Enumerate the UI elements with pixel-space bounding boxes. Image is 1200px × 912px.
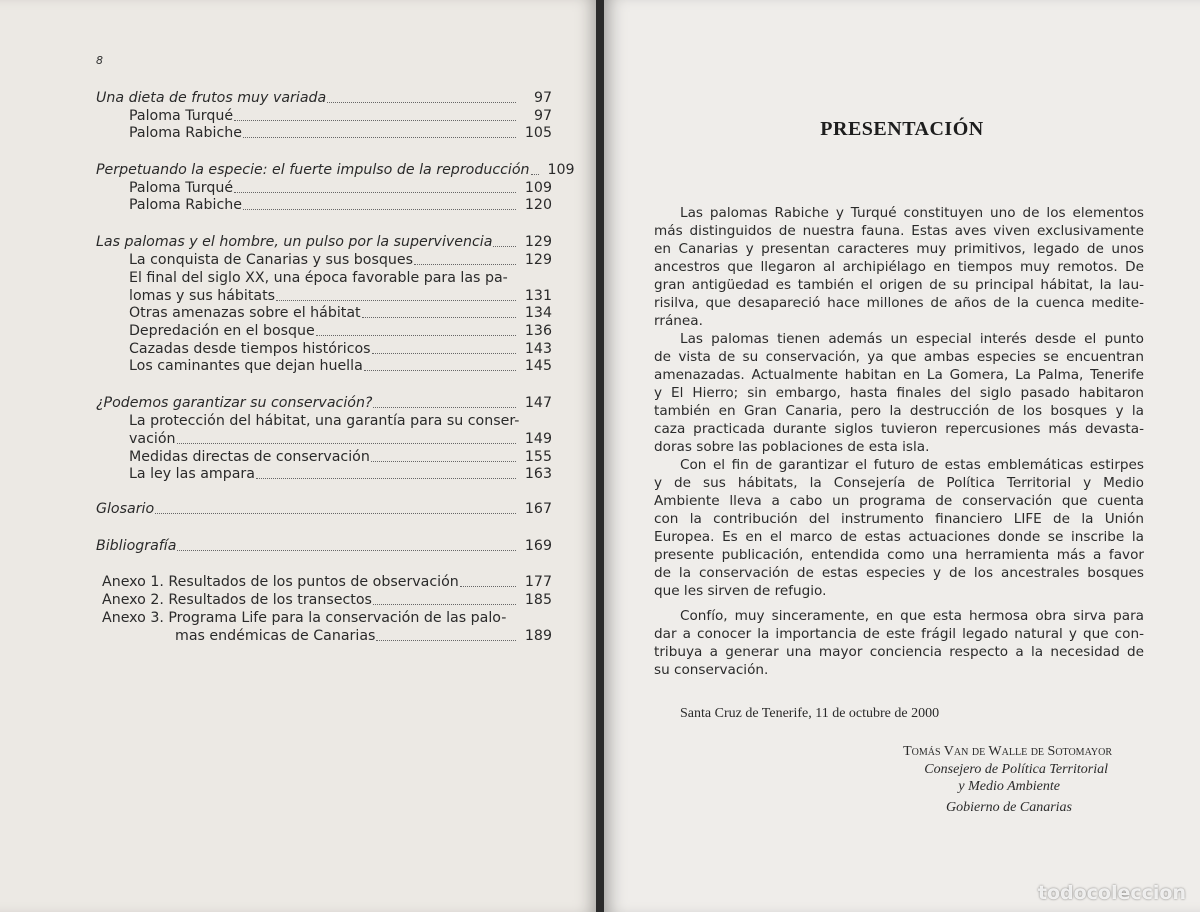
paragraph-line: más distinguidos de nuestra fauna. Estas aves viven exclusivamente: [654, 223, 1144, 239]
book-gutter: [596, 0, 604, 912]
toc-entry: [96, 573, 552, 592]
paragraph-line: en Canarias y presentan caracteres muy primitivos, legado de unos: [654, 241, 1144, 257]
toc-entry-title: ¿Podemos garantizar su conservación?: [96, 395, 373, 411]
paragraph-line: rránea.: [654, 313, 703, 329]
toc-entry-title: Medidas directas de conservación: [129, 449, 370, 465]
toc-page-number: 134: [524, 305, 552, 321]
paragraph: [654, 204, 1144, 330]
toc-page-number: 147: [524, 395, 552, 411]
paragraph-line: tribuya a generar una mayor conciencia respecto a la necesidad de: [654, 644, 1144, 660]
toc-entry-title: Anexo 1. Resultados de los puntos de observación: [102, 574, 459, 590]
paragraph-line: Las palomas tienen además un especial interés desde el punto: [680, 331, 1144, 347]
toc-entry-title: El final del siglo XX, una época favorable para las pa-: [129, 270, 508, 286]
dot-leader: [276, 299, 516, 301]
toc-entry-title: Cazadas desde tiempos históricos: [129, 341, 371, 357]
toc-entry-title: Paloma Turqué: [129, 108, 234, 124]
toc-entry-title: lomas y sus hábitats: [129, 288, 276, 304]
signature-role: Consejero de Política Territorial: [924, 762, 1108, 777]
paragraph-line: con la contribución del instrumento financiero LIFE de la Unión: [654, 511, 1144, 527]
toc-entry: [96, 591, 552, 610]
toc-entry: [96, 500, 552, 519]
toc-entry: [96, 322, 552, 341]
paragraph-line: dar a conocer la importancia de este frágil legado natural y que con-: [654, 626, 1144, 642]
toc-page-number: 169: [524, 538, 552, 554]
dot-leader: [316, 334, 516, 336]
toc-entry: [96, 161, 575, 180]
dot-leader: [414, 263, 516, 265]
left-page: [0, 0, 596, 912]
paragraph-line: Las palomas Rabiche y Turqué constituyen uno de los elementos: [680, 205, 1144, 221]
paragraph-line: gran antigüedad es también el origen de su principal hábitat, la lau-: [654, 277, 1144, 293]
paragraph-line: ancestros que llegaron al archipiélago en tiempos muy remotos. De: [654, 259, 1144, 275]
signature-name: Tomás Van de Walle de Sotomayor: [903, 744, 1112, 759]
signature-organization: Gobierno de Canarias: [946, 800, 1072, 815]
toc-entry-title: Perpetuando la especie: el fuerte impulso de la reproducción: [96, 162, 530, 178]
toc-page-number: 189: [524, 628, 552, 644]
toc-entry-title: vación: [129, 431, 176, 447]
toc-entry: [96, 394, 552, 413]
dot-leader: [373, 406, 516, 408]
place-date: Santa Cruz de Tenerife, 11 de octubre de 2000: [680, 706, 940, 721]
paragraph-line: Confío, muy sinceramente, en que esta hermosa obra sirva para: [680, 608, 1144, 624]
paragraph-line: que les sirven de refugio.: [654, 583, 827, 599]
toc-entry-title: Una dieta de frutos muy variada: [96, 90, 327, 106]
toc-page-number: 185: [524, 592, 552, 608]
dot-leader: [493, 245, 516, 247]
toc-entry-title: Anexo 2. Resultados de los transectos: [102, 592, 372, 608]
toc-entry: [96, 251, 552, 270]
toc-entry: [96, 627, 552, 646]
paragraph: [654, 330, 1144, 456]
dot-leader: [376, 639, 516, 641]
toc-entry: [96, 430, 552, 449]
toc-page-number: 149: [524, 431, 552, 447]
dot-leader: [373, 603, 516, 605]
toc-entry-title: Paloma Rabiche: [129, 125, 242, 141]
dot-leader: [234, 119, 516, 121]
dot-leader: [155, 512, 516, 514]
toc-page-number: 109: [547, 162, 575, 178]
dot-leader: [234, 191, 516, 193]
toc-entry-title: Los caminantes que dejan huella: [129, 358, 363, 374]
toc-entry-title: Bibliografía: [96, 538, 177, 554]
toc-page-number: 177: [524, 574, 552, 590]
toc-entry: [96, 233, 552, 252]
toc-entry-title: Las palomas y el hombre, un pulso por la supervivencia: [96, 234, 493, 250]
toc-entry-title: La protección del hábitat, una garantía para su conser-: [129, 413, 520, 429]
toc-page-number: 105: [524, 125, 552, 141]
dot-leader: [371, 460, 516, 462]
paragraph-line: doras sobre las poblaciones de esta isla.: [654, 439, 930, 455]
toc-page-number: 136: [524, 323, 552, 339]
signature-role-continued: y Medio Ambiente: [958, 779, 1060, 794]
paragraph-line: también en Gran Canaria, pero la destrucción de los bosques y la: [654, 403, 1144, 419]
paragraph: [654, 456, 1144, 600]
toc-page-number: 167: [524, 501, 552, 517]
toc-page-number: 129: [524, 234, 552, 250]
toc-entry: [96, 609, 552, 628]
toc-entry: [96, 196, 552, 215]
toc-entry-title: Paloma Turqué: [129, 180, 234, 196]
toc-entry: [96, 89, 552, 108]
paragraph-line: amenazadas. Actualmente habitan en La Gomera, La Palma, Tenerife: [654, 367, 1144, 383]
toc-page-number: 163: [524, 466, 552, 482]
toc-page-number: 143: [524, 341, 552, 357]
toc-entry-title: mas endémicas de Canarias: [175, 628, 376, 644]
toc-entry-title: La conquista de Canarias y sus bosques: [129, 252, 413, 268]
paragraph-line: presente publicación, entendida como una herramienta más a favor: [654, 547, 1144, 563]
toc-page-number: 145: [524, 358, 552, 374]
toc-entry: [96, 304, 552, 323]
toc-page-number: 131: [524, 288, 552, 304]
right-page: [604, 0, 1200, 912]
dot-leader: [243, 208, 516, 210]
dot-leader: [256, 477, 516, 479]
toc-entry-title: La ley las ampara: [129, 466, 255, 482]
toc-entry: [96, 537, 552, 556]
toc-entry: [96, 124, 552, 143]
dot-leader: [327, 101, 516, 103]
page-title: PRESENTACIÓN: [820, 118, 984, 140]
toc-entry: [96, 269, 552, 288]
toc-entry: [96, 465, 552, 484]
toc-page-number: 97: [533, 108, 552, 124]
dot-leader: [460, 585, 516, 587]
dot-leader: [364, 369, 516, 371]
dot-leader: [177, 549, 516, 551]
toc-entry: [96, 357, 552, 376]
paragraph: [654, 607, 1144, 679]
paragraph-line: su conservación.: [654, 662, 769, 678]
dot-leader: [243, 136, 516, 138]
dot-leader: [177, 442, 516, 444]
paragraph-line: de la conservación de estas especies y de los ancestrales bosques: [654, 565, 1144, 581]
paragraph-line: risilva, que desapareció hace millones de años de la cuenca medite-: [654, 295, 1144, 311]
paragraph-line: Con el fin de garantizar el futuro de estas emblemáticas estirpes: [680, 457, 1144, 473]
toc-entry-title: Anexo 3. Programa Life para la conservación de las palo-: [102, 610, 507, 626]
toc-page-number: 97: [533, 90, 552, 106]
dot-leader: [362, 316, 516, 318]
page-number: 8: [96, 54, 103, 67]
dot-leader: [372, 352, 516, 354]
toc-entry-title: Otras amenazas sobre el hábitat: [129, 305, 361, 321]
paragraph-line: Europea. Es en el marco de estas actuaciones donde se inscribe la: [654, 529, 1144, 545]
watermark-logo: todocoleccion: [1037, 882, 1186, 904]
paragraph-line: caza practicada durante siglos tuvieron repercusiones más devasta-: [654, 421, 1144, 437]
toc-entry: [96, 412, 552, 431]
toc-page-number: 155: [524, 449, 552, 465]
dot-leader: [531, 173, 539, 175]
toc-entry-title: Depredación en el bosque: [129, 323, 315, 339]
toc-page-number: 129: [524, 252, 552, 268]
toc-page-number: 120: [524, 197, 552, 213]
toc-page-number: 109: [524, 180, 552, 196]
paragraph-line: Ambiente lleva a cabo un programa de conservación que cuenta: [654, 493, 1144, 509]
paragraph-line: de vista de su conservación, ya que ambas especies se encuentran: [654, 349, 1144, 365]
paragraph-line: y El Hierro; sin embargo, hasta finales del siglo pasado habitaron: [654, 385, 1144, 401]
paragraph-line: y de sus hábitats, la Consejería de Política Territorial y Medio: [654, 475, 1144, 491]
toc-entry-title: Glosario: [96, 501, 155, 517]
toc-entry-title: Paloma Rabiche: [129, 197, 242, 213]
